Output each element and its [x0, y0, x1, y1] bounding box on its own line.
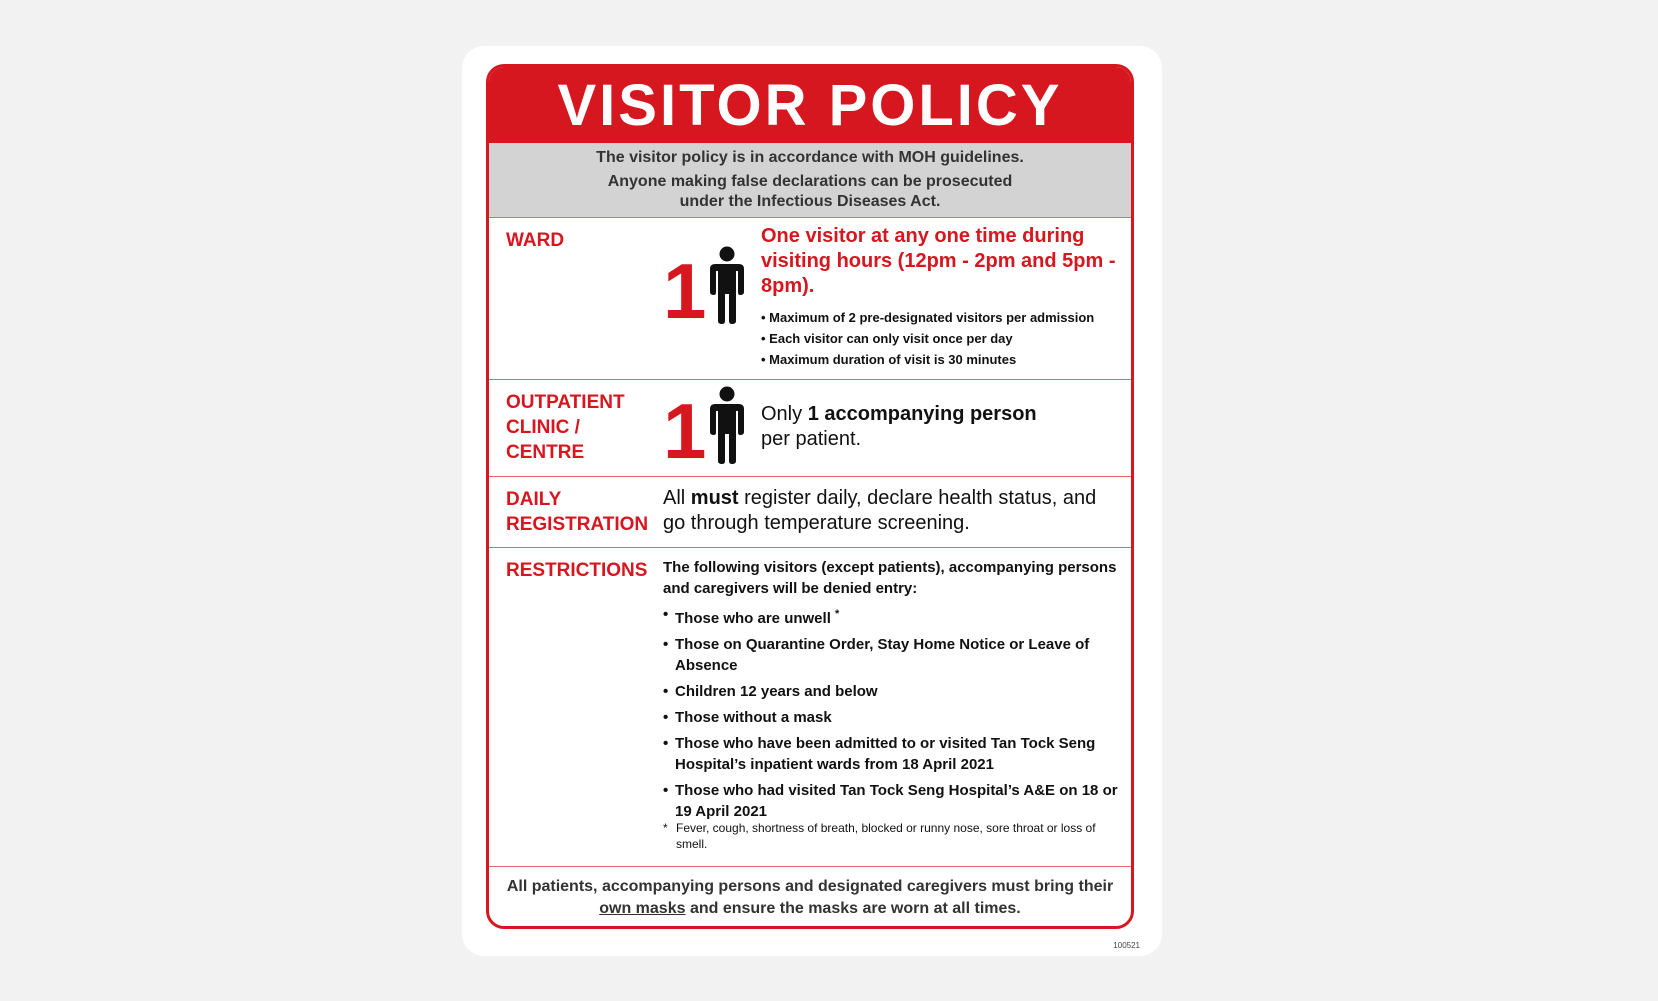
ward-section: [489, 217, 1131, 379]
footer-text-prefix: All patients, accompanying persons and designated caregivers must bring their: [506, 878, 1114, 895]
poster-code: 100521: [1113, 941, 1140, 950]
person-icon: [709, 386, 745, 464]
daily-rule-prefix: All: [663, 487, 691, 509]
footnote-text: Fever, cough, shortness of breath, blocked or runny nose, sore throat or loss of smell.: [676, 821, 1096, 851]
ward-label: WARD: [506, 230, 565, 251]
mask-footer: [489, 866, 1131, 929]
ward-bullet: • Maximum of 2 pre-designated visitors per admission: [761, 310, 1095, 325]
list-item: • Those without a mask: [663, 707, 1125, 728]
restrictions-footnote: [663, 820, 1125, 852]
outpatient-rule: [761, 402, 1037, 452]
outpatient-count: 1: [663, 387, 707, 475]
list-item: [663, 604, 1125, 629]
notice-line-1: The visitor policy is in accordance with MOH guidelines.: [596, 149, 1024, 166]
ward-headline: One visitor at any one time during visiting hours (12pm - 2pm and 5pm - 8pm).: [761, 225, 1116, 297]
outpatient-label: OUTPATIENT CLINIC / CENTRE: [506, 392, 625, 463]
restrictions-label: RESTRICTIONS: [506, 560, 648, 581]
footnote-marker: *: [835, 608, 840, 620]
person-icon: [709, 246, 745, 324]
outpatient-rule-prefix: Only: [761, 403, 808, 425]
outpatient-rule-bold: 1 accompanying person: [807, 403, 1037, 425]
daily-rule-bold: must: [690, 487, 739, 509]
notice-line-2: Anyone making false declarations can be prosecuted under the Infectious Diseases Act.: [607, 173, 1013, 210]
daily-rule-suffix: register daily, declare health status, and go through temperature screening.: [663, 487, 1097, 534]
restrictions-intro: The following visitors (except patients), accompanying persons and caregivers will be denied entry:: [663, 559, 1117, 597]
list-item: • Those on Quarantine Order, Stay Home Notice or Leave of Absence: [663, 634, 1125, 676]
moh-notice: [489, 143, 1131, 217]
ward-bullet-list: [761, 307, 1131, 370]
daily-registration-section: [489, 476, 1131, 547]
footnote-star: *: [663, 821, 668, 835]
ward-bullet: • Maximum duration of visit is 30 minutes: [761, 352, 1017, 367]
footer-text-suffix: and ensure the masks are worn at all times.: [685, 900, 1021, 917]
list-item: • Children 12 years and below: [663, 681, 1125, 702]
ward-count: 1: [663, 247, 707, 335]
poster-card: [462, 46, 1162, 956]
visitor-policy-poster: [486, 64, 1134, 929]
daily-label: DAILY REGISTRATION: [506, 489, 649, 535]
ward-bullet: • Each visitor can only visit once per day: [761, 331, 1013, 346]
restriction-text: Those who are unwell: [675, 610, 831, 627]
poster-title: VISITOR POLICY: [489, 67, 1131, 143]
list-item: • Those who have been admitted to or visited Tan Tock Seng Hospital’s inpatient wards from 18 April 2021: [663, 733, 1125, 775]
outpatient-rule-suffix: per patient.: [761, 428, 862, 450]
own-masks-text: own masks: [599, 900, 686, 917]
restrictions-section: [489, 547, 1131, 866]
restrictions-list: [663, 604, 1125, 827]
outpatient-section: [489, 379, 1131, 476]
list-item: • Those who had visited Tan Tock Seng Hospital’s A&E on 18 or 19 April 2021: [663, 780, 1125, 822]
daily-rule: [663, 486, 1123, 536]
